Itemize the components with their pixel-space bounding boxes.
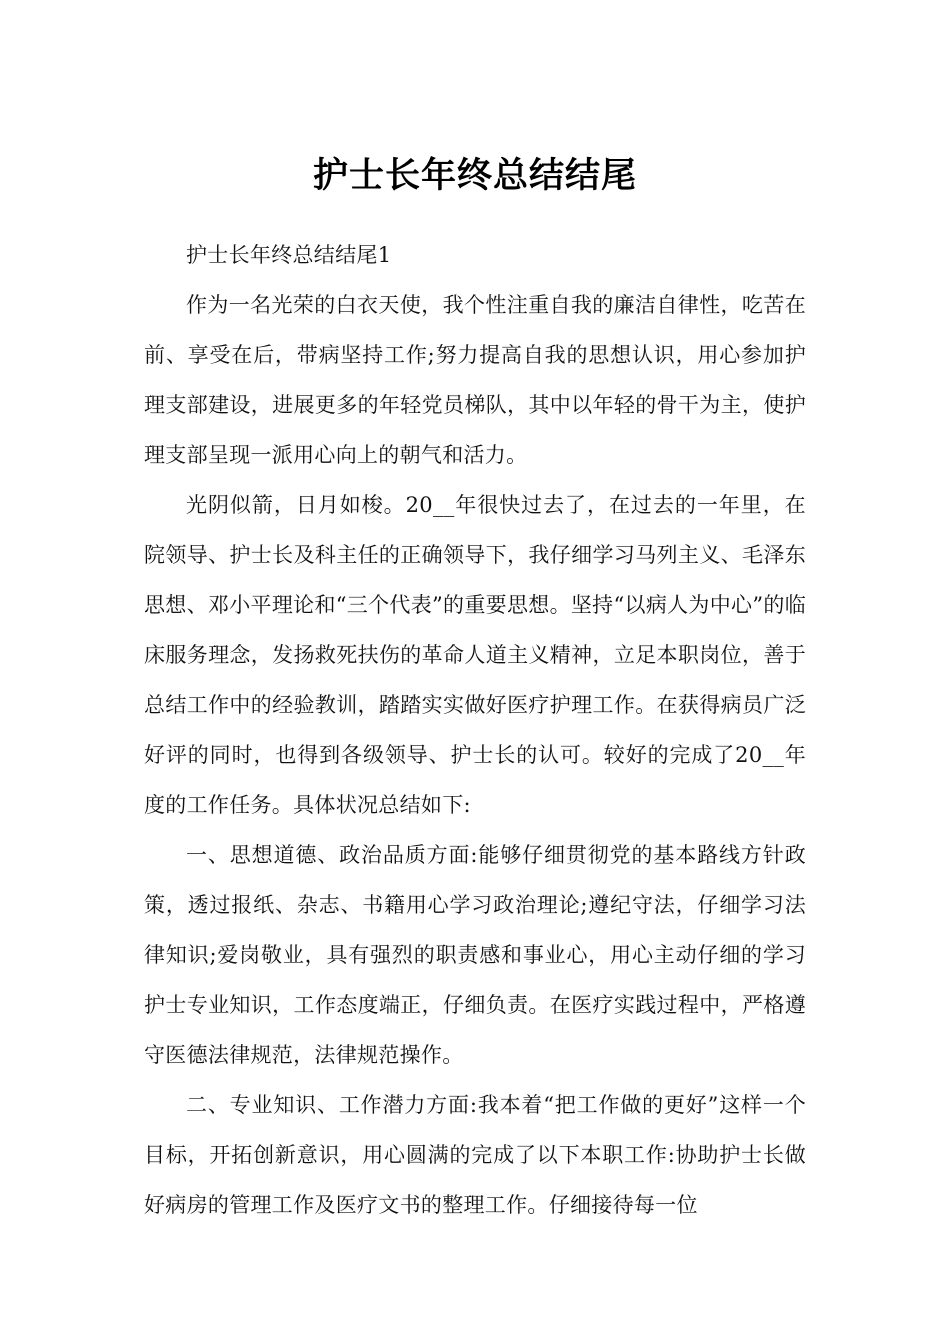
paragraph: 一、思想道德、政治品质方面:能够仔细贯彻党的基本路线方针政策，透过报纸、杂志、书籍用心学习政治理论;遵纪守法，仔细学习法律知识;爱岗敬业，具有强烈的职责感和事业心，用心主动仔细的学习护士专业知识，工作态度端正，仔细负责。在医疗实践过程中，严格遵守医德法律规范，法律规范操作。 <box>144 843 806 1067</box>
paragraph-heading: 护士长年终总结结尾1 <box>186 243 392 267</box>
paragraph: 二、专业知识、工作潜力方面:我本着“把工作做的更好”这样一个目标，开拓创新意识，用心圆满的完成了以下本职工作:协助护士长做好病房的管理工作及医疗文书的整理工作。仔细接待每一位 <box>144 1093 806 1217</box>
document-body <box>144 230 806 1230</box>
paragraph: 作为一名光荣的白衣天使，我个性注重自我的廉洁自律性，吃苦在前、享受在后，带病坚持工作;努力提高自我的思想认识，用心参加护理支部建设，进展更多的年轻党员梯队，其中以年轻的骨干为主，使护理支部呈现一派用心向上的朝气和活力。 <box>144 293 806 467</box>
document-title: 护士长年终总结结尾 <box>312 156 637 197</box>
paragraph: 光阴似箭，日月如梭。20__年很快过去了，在过去的一年里，在院领导、护士长及科主任的正确领导下，我仔细学习马列主义、毛泽东思想、邓小平理论和“三个代表”的重要思想。坚持“以病人为中心”的临床服务理念，发扬救死扶伤的革命人道主义精神，立足本职岗位，善于总结工作中的经验教训，踏踏实实做好医疗护理工作。在获得病员广泛好评的同时，也得到各级领导、护士长的认可。较好的完成了20__年度的工作任务。具体状况总结如下: <box>144 493 806 817</box>
